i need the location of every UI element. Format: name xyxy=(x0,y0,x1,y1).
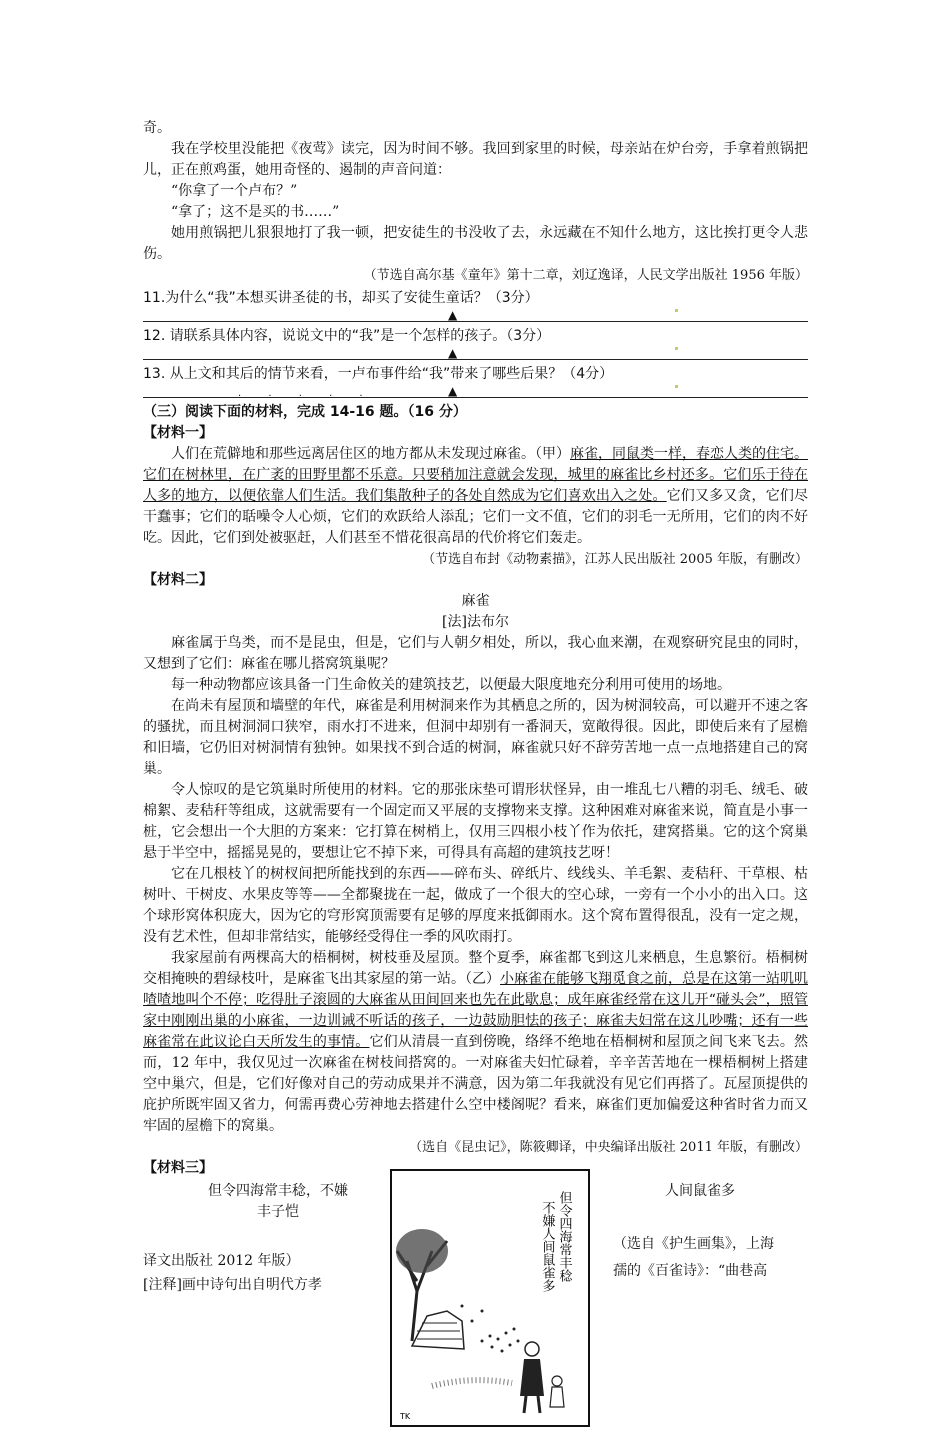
answer-triangle-icon: ▲ xyxy=(448,384,458,398)
source-fragment: （选自《护生画集》，上海 xyxy=(613,1236,774,1252)
question-11 xyxy=(143,288,808,309)
man-body-icon xyxy=(520,1359,544,1396)
note-fragment: 孺的《百雀诗》：“曲巷高 xyxy=(613,1263,768,1279)
annotation-line: [注释]画中诗句出自明代方孝 xyxy=(143,1277,322,1293)
cartoon-illustration xyxy=(390,1169,590,1427)
material-2-paragraph xyxy=(143,948,808,1137)
man-head-icon xyxy=(525,1342,539,1356)
ground-grain-icon xyxy=(432,1380,512,1386)
question-text: 12. 请联系具体内容，说说文中的“我”是一个怎样的孩子。（3分） xyxy=(143,328,551,344)
poem-right xyxy=(613,1181,813,1282)
poem-author: 丰子恺 xyxy=(257,1204,299,1220)
question-text: 13. 从上文和其后的情节来看，一卢布事件给“我”带来了哪些后果？（4分） xyxy=(143,366,614,382)
material-1-text: 人们在荒僻地和那些远离居住区的地方都从未发现过麻雀。（甲） xyxy=(171,446,570,462)
tree-foliage-icon xyxy=(396,1229,448,1273)
question-13 xyxy=(143,364,808,402)
question-text: 11.为什么“我”本想买讲圣徒的书，却买了安徒生童话？（3分） xyxy=(143,290,539,306)
page xyxy=(143,118,809,1421)
material-1-text: 它们又多又贪，它们尽干蠢事；它们的聒噪令人心烦，它们的欢跃给人添乱；它们一文不值，它们的羽毛一无所用，它们的肉不好吃。因此，它们到处被驱赶，人们甚至不惜花很高昂的代价将它们轰走。 xyxy=(143,488,809,546)
artist-signature: TK xyxy=(400,1412,411,1421)
poem-line: 人间鼠雀多 xyxy=(665,1183,735,1199)
emphasis-dots: · · · · · xyxy=(238,391,375,402)
material-2-title: 麻雀 xyxy=(461,593,490,609)
material-3-block xyxy=(143,1179,808,1421)
answer-triangle-icon: ▲ xyxy=(448,346,458,360)
question-12 xyxy=(143,326,808,347)
child-head-icon xyxy=(552,1376,562,1386)
material-1-label: 【材料一】 xyxy=(143,425,213,441)
material-2-label: 【材料二】 xyxy=(143,572,213,588)
material-2-paragraph: 每一种动物都应该具备一门生命攸关的建筑技艺，以便最大限度地充分利用可使用的场地。 xyxy=(171,677,731,693)
poem-line: 但令四海常丰稔，不嫌 xyxy=(208,1183,348,1199)
material-1-underlined: 麻雀，同鼠类一样，春恋人类的住宅。它们在树林里，在广袤的田野里都不乐意。只要稍加注意就会发现，城里的麻雀比乡村还多。它们乐于待在人多的地方，以便依靠人们生活。我们集散种子的各处自然成为它们喜欢出入之处。 xyxy=(143,446,808,504)
material-2-underlined: 小麻雀在能够飞翔觅食之前，总是在这第一站叽叽喳喳地叫个不停；吃得肚子滚圆的大麻雀从田间回来也先在此歇息；成年麻雀经常在这儿开“碰头会”，照管家中刚刚出巢的小麻雀，一边训诫不听话的孩子，一边鼓励胆怯的孩子；麻雀夫妇常在这儿吵嘴；还有一些麻雀常在此议论白天所发生的事情。 xyxy=(143,971,808,1050)
material-2-paragraph: 令人惊叹的是它筑巢时所使用的材料。它的那张床垫可谓形状怪异，由一堆乱七八糟的羽毛、绒毛、破棉絮、麦秸秆等组成，这就需要有一个固定而又平展的支撑物来支撑。这种困难对麻雀来说，简直是小事一桩，它会想出一个大胆的方案来：它打算在树梢上，仅用三四根小枝丫作为依托，建窝搭巢。它的这个窝巢悬于半空中，摇摇晃晃的，要想让它不掉下来，可得具有高超的建筑技艺呀！ xyxy=(143,782,808,861)
answer-line[interactable] xyxy=(143,347,808,360)
margin-mark xyxy=(675,309,678,312)
answer-line[interactable] xyxy=(143,309,808,322)
answer-line[interactable] xyxy=(143,385,808,398)
material-1-source: （节选自布封《动物素描》，江苏人民出版社 2005 年版，有删改） xyxy=(422,552,808,567)
man-legs-icon xyxy=(524,1396,540,1413)
flying-birds-icon xyxy=(461,1305,520,1353)
material-2-text: 我家屋前有两棵高大的梧桐树，树枝垂及屋顶。整个夏季，麻雀都飞到这儿来栖息，生息繁衍。梧桐树交相掩映的碧绿枝叶，是麻雀飞出其家屋的第一站。（乙） xyxy=(143,950,808,987)
material-2-paragraph: 在尚未有屋顶和墙壁的年代，麻雀是利用树洞来作为其栖息之所的，因为树洞较高，可以避开不速之客的骚扰，而且树洞洞口狭窄，雨水打不进来，但洞中却别有一番洞天，宽敞得很。因此，即使后来有了屋檐和旧墙，它仍旧对树洞情有独钟。如果找不到合适的树洞，麻雀就只好不辞劳苦地一点一点地搭建自己的窝巢。 xyxy=(143,698,808,777)
story-source: （节选自高尔基《童年》第十二章，刘辽逸译，人民文学出版社 1956 年版） xyxy=(363,268,808,283)
dialogue-line: “拿了；这不是买的书……” xyxy=(171,204,340,220)
story-paragraph: 她用煎锅把儿狠狠地打了我一顿，把安徒生的书没收了去，永远藏在不知什么地方，这比挨打更令人悲伤。 xyxy=(143,225,808,262)
inscription-column: 不嫌人间鼠雀多 xyxy=(539,1201,555,1292)
story-line: 奇。 xyxy=(143,120,171,136)
section-3-heading: （三）阅读下面的材料，完成 14-16 题。（16 分） xyxy=(143,404,467,420)
material-2-author: [法]法布尔 xyxy=(442,614,509,630)
child-body-icon xyxy=(550,1387,564,1407)
inscription-column: 但令四海常丰稔 xyxy=(556,1191,572,1282)
story-paragraph: 我在学校里没能把《夜莺》读完，因为时间不够。我回到家里的时候，母亲站在炉台旁，手拿着煎锅把儿，正在煎鸡蛋，她用奇怪的、遏制的声音问道： xyxy=(143,141,808,178)
material-2-text: 它们从清晨一直到傍晚，络绎不绝地在梧桐树和屋顶之间飞来飞去。然而，12 年中，我仅见过一次麻雀在树枝间搭窝的。一对麻雀夫妇忙碌着，辛辛苦苦地在一棵梧桐树上搭建空中巢穴，但是，它们好像对自己的劳动成果并不满意，因为第二年我就没有见它们再搭了。瓦屋顶提供的庇护所既牢固又省力，何需再费心劳神地去搭建什么空中楼阁呢？看来，麻雀们更加偏爱这种省时省力而又牢固的屋檐下的窝巢。 xyxy=(143,1034,809,1134)
dialogue-line: “你拿了一个卢布？” xyxy=(171,183,298,199)
material-2-source: （选自《昆虫记》，陈筱卿译，中央编译出版社 2011 年版，有删改） xyxy=(409,1140,808,1155)
answer-triangle-icon: ▲ xyxy=(448,308,458,322)
material-3-label: 【材料三】 xyxy=(143,1160,213,1176)
material-1-paragraph xyxy=(143,444,808,549)
margin-mark xyxy=(675,385,678,388)
publisher-line: 译文出版社 2012 年版） xyxy=(143,1253,300,1269)
haystack-icon xyxy=(412,1311,464,1349)
material-2-paragraph: 麻雀属于鸟类，而不是昆虫，但是，它们与人朝夕相处，所以，我心血来潮，在观察研究昆虫的同时，又想到了它们：麻雀在哪儿搭窝筑巢呢？ xyxy=(143,635,808,672)
cartoon-drawing xyxy=(392,1171,588,1425)
material-2-paragraph: 它在几根枝丫的树杈间把所能找到的东西——碎布头、碎纸片、线线头、羊毛絮、麦秸秆、干草根、枯树叶、干树皮、水果皮等等——全都聚拢在一起，做成了一个很大的空心球，一旁有一个小小的出入口。这个球形窝体积庞大，因为它的穹形窝顶需要有足够的厚度来抵御雨水。这个窝布置得很乱，没有一定之规，没有艺术性，但却非常结实，能够经受得住一季的风吹雨打。 xyxy=(143,866,808,945)
margin-mark xyxy=(675,347,678,350)
poem-left xyxy=(183,1181,373,1223)
